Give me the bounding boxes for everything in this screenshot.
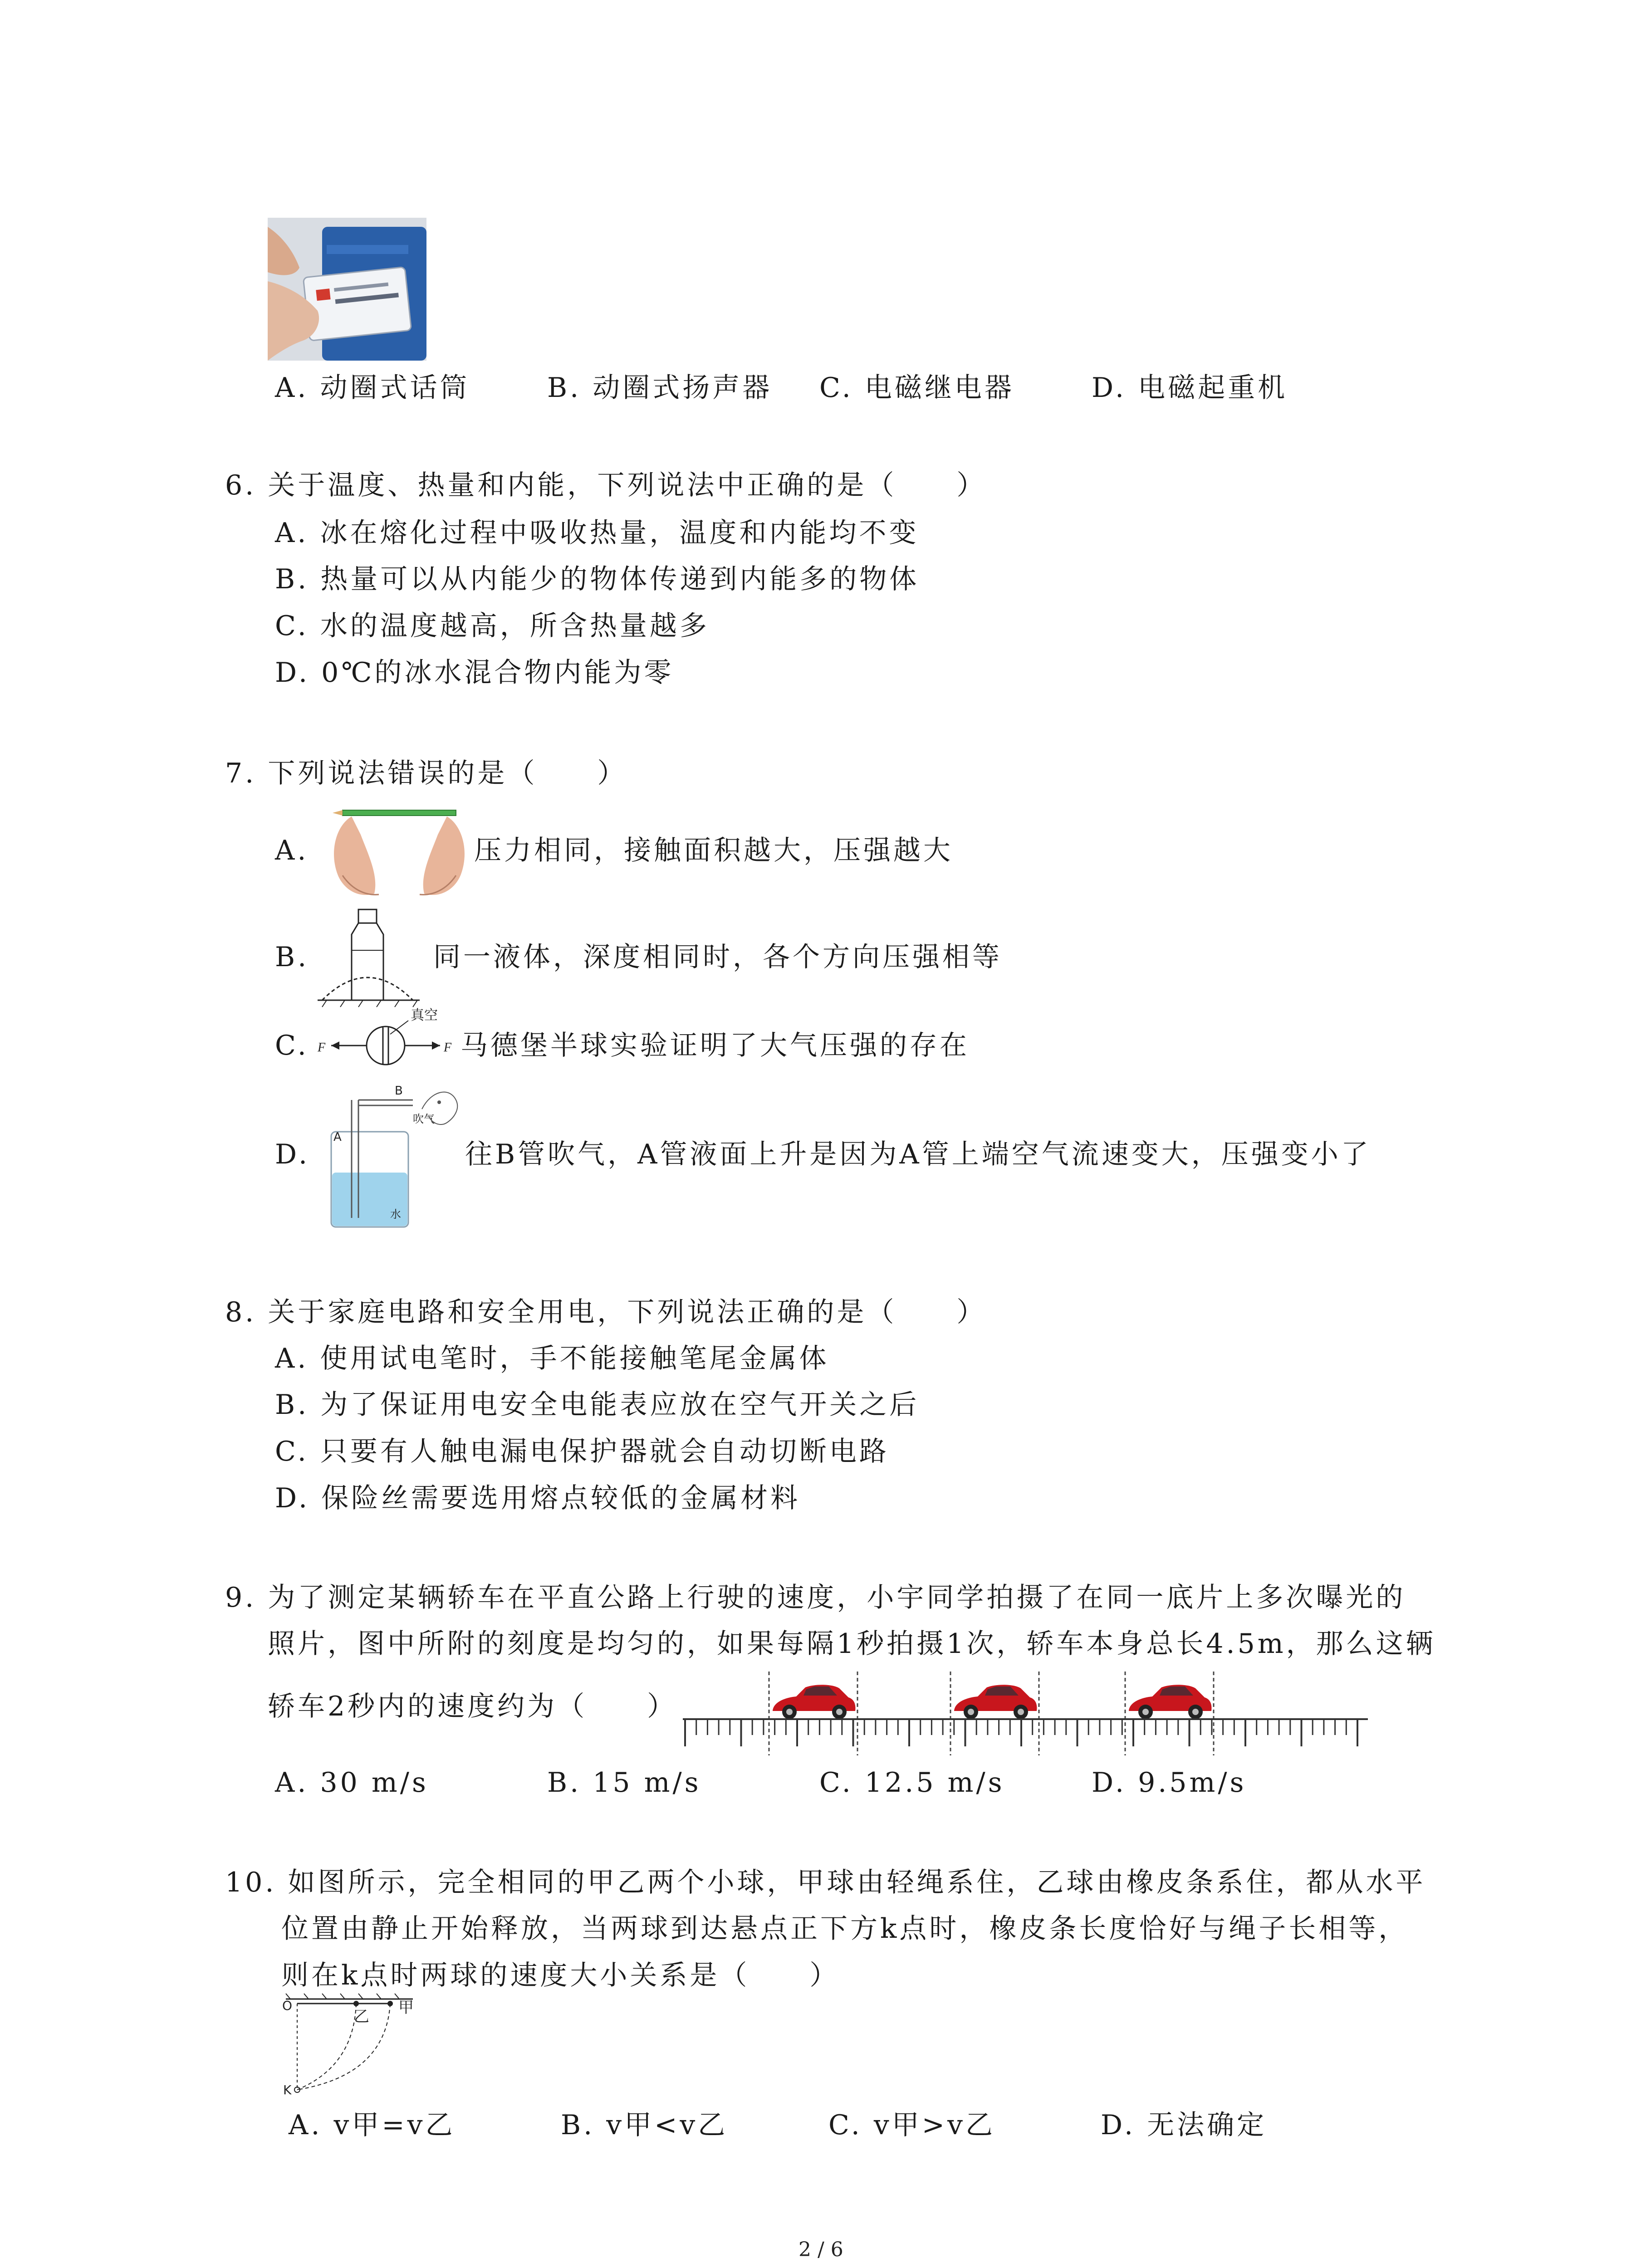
car-exposure	[950, 1672, 1039, 1755]
q5-option-a: A. 动圈式话筒	[275, 372, 470, 404]
q7-option-a-text: 压力相同，接触面积越大，压强越大	[474, 835, 953, 866]
q9-car-ruler-figure	[683, 1669, 1372, 1760]
q10-stem-line3: 则在k点时两球的速度大小关系是（ ）	[281, 1960, 840, 1991]
q5-option-b: B. 动圈式扬声器	[547, 372, 773, 404]
point-k-label: K	[283, 2082, 292, 2097]
q7-pencil-hands-figure	[324, 798, 474, 903]
force-left-label: F	[318, 1041, 326, 1055]
q9-option-b: B. 15 m/s	[547, 1767, 701, 1799]
tube-a-label: A	[333, 1130, 342, 1144]
q9-stem-line2: 照片，图中所附的刻度是均匀的，如果每隔1秒拍摄1次，轿车本身总长4.5m，那么这辆	[268, 1628, 1436, 1660]
q5-photo	[268, 218, 426, 361]
blow-label: 吹气	[413, 1113, 435, 1125]
q9-option-c: C. 12.5 m/s	[819, 1767, 1005, 1799]
q7-stem: 7. 下列说法错误的是（ ）	[225, 758, 627, 789]
q9-option-a: A. 30 m/s	[275, 1767, 429, 1799]
q9-stem-line3: 轿车2秒内的速度约为（ ）	[268, 1691, 677, 1722]
q8-stem: 8. 关于家庭电路和安全用电，下列说法正确的是（ ）	[225, 1296, 987, 1328]
ball-jia-label: 甲	[398, 1999, 414, 2017]
q6-option-a: A. 冰在熔化过程中吸收热量，温度和内能均不变	[275, 517, 919, 549]
q9-stem-line1: 9. 为了测定某辆轿车在平直公路上行驶的速度，小宇同学拍摄了在同一底片上多次曝光的	[225, 1582, 1406, 1613]
q10-option-b: B. v甲<v乙	[561, 2109, 728, 2141]
q7-option-a-letter: A.	[275, 835, 309, 866]
q7-option-b-text: 同一液体，深度相同时，各个方向压强相等	[433, 941, 1002, 973]
car-exposure	[769, 1672, 857, 1755]
q7-option-d-text: 往B管吹气，A管液面上升是因为A管上端空气流速变大，压强变小了	[465, 1139, 1371, 1170]
force-right-label: F	[444, 1041, 452, 1055]
q10-stem-line1: 10. 如图所示，完全相同的甲乙两个小球，甲球由轻绳系住，乙球由橡皮条系住，都从水平	[225, 1867, 1426, 1898]
q7-hemisphere-figure	[318, 1002, 454, 1075]
q9-option-d: D. 9.5m/s	[1092, 1767, 1247, 1799]
q10-option-a: A. v甲=v乙	[289, 2109, 456, 2141]
q7-blow-tube-figure	[318, 1082, 463, 1232]
q10-stem-line2: 位置由静止开始释放，当两球到达悬点正下方k点时，橡皮条长度恰好与绳子长相等，	[281, 1913, 1409, 1945]
car-exposure	[1125, 1672, 1214, 1755]
q6-stem: 6. 关于温度、热量和内能，下列说法中正确的是（ ）	[225, 469, 987, 501]
q7-option-c-text: 马德堡半球实验证明了大气压强的存在	[460, 1030, 970, 1061]
q10-option-c: C. v甲>v乙	[828, 2109, 995, 2141]
ball-yi-label: 乙	[354, 2008, 369, 2026]
q5-option-d: D. 电磁起重机	[1092, 372, 1288, 404]
vacuum-label: 真空	[411, 1007, 438, 1023]
q8-option-a: A. 使用试电笔时，手不能接触笔尾金属体	[275, 1343, 829, 1374]
q6-option-c: C. 水的温度越高，所含热量越多	[275, 610, 710, 642]
q7-option-d-letter: D.	[275, 1139, 310, 1170]
q7-option-c-letter: C.	[275, 1030, 309, 1061]
page-number: 2 / 6	[798, 2238, 843, 2261]
q8-option-b: B. 为了保证用电安全电能表应放在空气开关之后	[275, 1389, 920, 1421]
q6-option-d: D. 0℃的冰水混合物内能为零	[275, 657, 674, 689]
q7-bottle-figure	[318, 907, 422, 1012]
q10-option-d: D. 无法确定	[1101, 2109, 1267, 2141]
point-o-label: O	[282, 1998, 293, 2013]
q6-option-b: B. 热量可以从内能少的物体传递到内能多的物体	[275, 563, 920, 595]
water-label: 水	[390, 1208, 401, 1221]
q8-option-d: D. 保险丝需要选用熔点较低的金属材料	[275, 1482, 801, 1514]
q8-option-c: C. 只要有人触电漏电保护器就会自动切断电路	[275, 1436, 889, 1467]
tube-b-label: B	[395, 1084, 403, 1098]
q10-pendulum-figure	[281, 1994, 445, 2102]
q7-option-b-letter: B.	[275, 941, 309, 973]
q5-option-c: C. 电磁继电器	[819, 372, 1014, 404]
